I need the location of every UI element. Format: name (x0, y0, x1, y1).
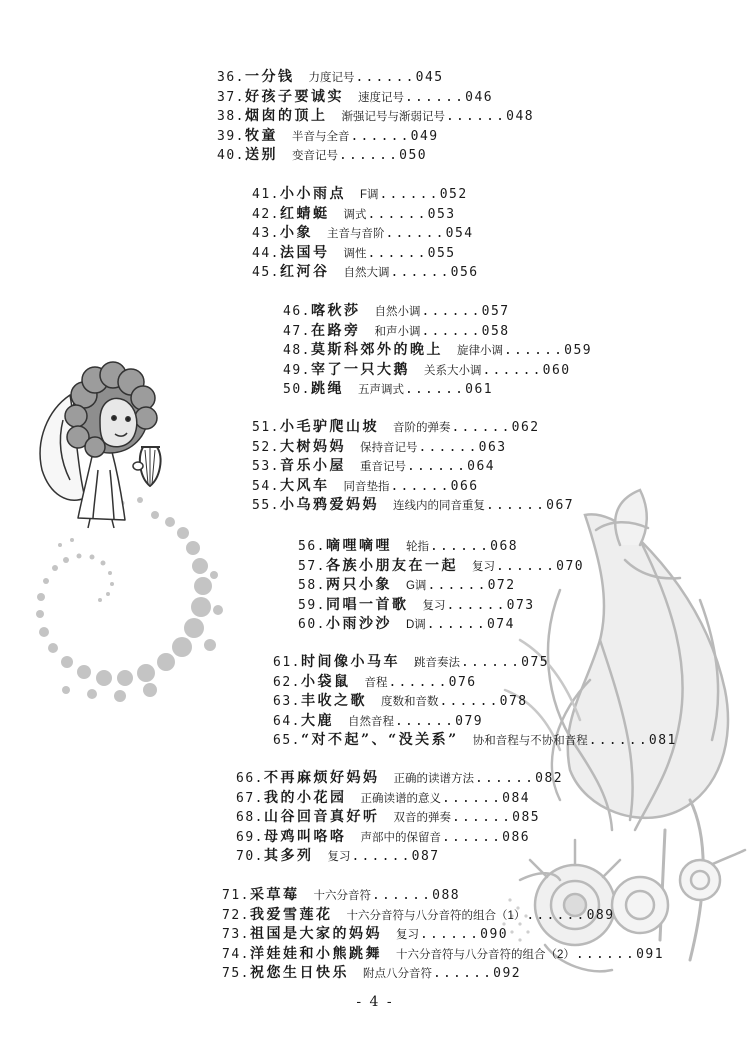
entry-number: 62. (273, 674, 301, 690)
entry-title: 法国号 (279, 244, 330, 261)
toc-entry[interactable] (252, 185, 479, 205)
entry-number: 50. (283, 382, 311, 397)
entry-leader: ...... (485, 498, 547, 513)
entry-leader: ...... (421, 304, 482, 319)
toc-entry[interactable] (217, 68, 534, 88)
entry-leader: ...... (385, 226, 446, 241)
entry-leader: ...... (445, 109, 507, 124)
entry-topic: 协和音程与不协和音程 (472, 735, 588, 747)
toc-group-6 (273, 653, 677, 751)
entry-page: 048 (506, 109, 535, 124)
entry-topic: 双音的弹奏 (393, 812, 451, 824)
entry-page: 059 (564, 343, 593, 358)
entry-page: 054 (445, 226, 474, 241)
entry-number: 54. (252, 478, 280, 494)
toc-group-4 (252, 418, 574, 516)
entry-page: 055 (427, 245, 456, 261)
entry-title: 我爱雪莲花 (249, 906, 333, 923)
entry-title: 祝您生日快乐 (249, 965, 349, 981)
entry-topic: 变音记号 (291, 150, 338, 162)
entry-title: 各族小朋友在一起 (325, 557, 458, 574)
entry-leader: ...... (451, 420, 512, 435)
entry-title: 跳绳 (310, 381, 344, 397)
entry-topic: 附点八分音符 (362, 968, 432, 980)
entry-topic: 复习 (327, 851, 351, 863)
entry-title: 同唱一首歌 (325, 596, 409, 613)
entry-page: 049 (410, 128, 439, 144)
entry-page: 046 (465, 89, 494, 105)
entry-leader: ...... (426, 617, 487, 632)
entry-topic: 正确的读谱方法 (393, 773, 474, 785)
toc-entry[interactable] (252, 438, 574, 458)
entry-title: 小象 (279, 225, 313, 241)
entry-title: 在路旁 (310, 322, 361, 339)
toc-group-5 (298, 537, 584, 635)
entry-number: 37. (217, 89, 245, 105)
entry-number: 71. (222, 888, 250, 903)
entry-leader: ...... (419, 927, 481, 942)
entry-page: 064 (467, 459, 496, 474)
entry-leader: ...... (429, 539, 491, 554)
entry-page: 086 (502, 829, 531, 845)
entry-page: 045 (415, 70, 444, 85)
entry-page: 057 (481, 304, 510, 319)
entry-title: 小小雨点 (279, 186, 346, 202)
entry-title: 红蜻蜓 (279, 205, 330, 222)
entry-title: 时间像小马车 (300, 654, 400, 670)
entry-page: 050 (399, 148, 428, 163)
entry-leader: ...... (427, 578, 488, 593)
entry-number: 72. (222, 907, 250, 923)
toc-entry[interactable] (222, 906, 664, 926)
entry-leader: ...... (371, 888, 433, 903)
page-number: - 4 - (356, 994, 394, 1010)
entry-title: 小乌鸦爱妈妈 (279, 497, 379, 513)
entry-number: 61. (273, 655, 301, 670)
entry-topic: 十六分音符与八分音符的组合（1） (346, 909, 526, 922)
toc-entry[interactable] (283, 302, 592, 322)
entry-topic: 连线内的同音重复 (392, 500, 485, 512)
entry-title: 母鸡叫咯咯 (263, 828, 347, 845)
entry-leader: ...... (451, 810, 513, 825)
entry-topic: 旋律小调 (456, 345, 503, 357)
entry-title: 嘀哩嘀哩 (325, 538, 392, 554)
entry-topic: 声部中的保留音 (360, 831, 441, 844)
entry-page: 072 (487, 578, 516, 593)
entry-topic: 调性 (343, 247, 367, 260)
toc-entry[interactable] (252, 224, 479, 244)
entry-number: 47. (283, 323, 311, 339)
entry-topic: 同音垫指 (343, 480, 390, 493)
entry-number: 38. (217, 109, 245, 124)
entry-leader: ...... (367, 206, 428, 222)
entry-leader: ...... (482, 362, 543, 378)
entry-leader: ...... (379, 187, 440, 202)
entry-number: 46. (283, 304, 311, 319)
entry-leader: ...... (404, 89, 466, 105)
entry-number: 75. (222, 966, 250, 981)
toc-entry[interactable] (252, 205, 479, 225)
toc-entry[interactable] (283, 361, 592, 381)
entry-topic: 轮指 (405, 541, 429, 553)
toc-entry[interactable] (252, 244, 479, 264)
entry-topic: 保持音记号 (359, 441, 418, 454)
entry-leader: ...... (390, 478, 451, 494)
toc-entry[interactable] (236, 789, 563, 809)
entry-leader: ...... (406, 459, 468, 474)
entry-page: 066 (450, 478, 479, 494)
toc-entry[interactable] (273, 673, 677, 693)
entry-title: 山谷回音真好听 (263, 809, 380, 825)
entry-title: “对不起”、“没关系” (300, 732, 459, 748)
entry-number: 63. (273, 694, 301, 709)
entry-title: 小袋鼠 (300, 673, 351, 690)
entry-page: 073 (506, 597, 535, 613)
entry-title: 送别 (244, 147, 278, 163)
entry-leader: ...... (418, 439, 479, 455)
entry-page: 063 (478, 439, 507, 455)
entry-number: 56. (298, 539, 326, 554)
toc-entry[interactable] (236, 769, 563, 789)
entry-page: 061 (465, 382, 494, 397)
entry-leader: ...... (404, 382, 466, 397)
toc-entry[interactable] (298, 596, 584, 616)
entry-number: 49. (283, 362, 311, 378)
entry-page: 092 (493, 966, 522, 981)
toc-entry[interactable] (273, 692, 677, 712)
entry-number: 73. (222, 927, 250, 942)
entry-topic: 自然大调 (343, 267, 390, 279)
entry-topic: 音阶的弹奏 (392, 422, 451, 434)
entry-number: 51. (252, 420, 280, 435)
toc-entry[interactable] (298, 576, 584, 596)
entry-leader: ...... (394, 713, 456, 729)
entry-topic: 主音与音阶 (326, 228, 385, 240)
toc-entry[interactable] (298, 557, 584, 577)
toc-entry[interactable] (252, 457, 574, 477)
entry-leader: ...... (355, 70, 416, 85)
toc-group-3 (283, 302, 592, 400)
entry-topic: 力度记号 (308, 72, 355, 84)
toc-entry[interactable] (222, 945, 664, 965)
toc-entry[interactable] (252, 477, 574, 497)
entry-topic: 自然小调 (374, 306, 421, 318)
entry-topic: 自然音程 (347, 715, 394, 728)
entry-title: 好孩子要诚实 (244, 88, 344, 105)
entry-number: 65. (273, 733, 301, 748)
entry-leader: ...... (338, 148, 400, 163)
entry-page: 084 (502, 790, 531, 806)
entry-page: 078 (499, 694, 528, 709)
entry-title: 小雨沙沙 (325, 616, 392, 632)
entry-title: 两只小象 (325, 577, 392, 593)
entry-page: 053 (427, 206, 456, 222)
entry-page: 085 (512, 810, 541, 825)
angel-illustration (40, 362, 160, 528)
entry-leader: ...... (441, 829, 503, 845)
entry-number: 53. (252, 459, 280, 474)
entry-page: 070 (556, 558, 585, 574)
entry-leader: ...... (367, 245, 428, 261)
entry-number: 55. (252, 498, 280, 513)
entry-topic: 复习 (422, 599, 446, 612)
entry-page: 087 (411, 849, 440, 864)
entry-topic: 关系大小调 (423, 364, 482, 377)
entry-leader: ...... (390, 265, 451, 280)
entry-number: 43. (252, 226, 280, 241)
toc-entry[interactable] (283, 322, 592, 342)
entry-page: 056 (450, 265, 479, 280)
entry-page: 076 (448, 674, 477, 690)
entry-title: 宰了一只大鹅 (310, 361, 410, 378)
entry-topic: 正确读谱的意义 (360, 792, 441, 805)
entry-title: 我的小花园 (263, 789, 347, 806)
entry-leader: ...... (441, 790, 503, 806)
entry-title: 小毛驴爬山坡 (279, 419, 379, 435)
entry-number: 42. (252, 206, 280, 222)
entry-topic: 度数和音数 (380, 696, 439, 708)
entry-page: 067 (546, 498, 575, 513)
entry-leader: ...... (351, 849, 412, 864)
entry-number: 60. (298, 617, 326, 632)
entry-page: 068 (490, 539, 519, 554)
entry-topic: 半音与全音 (291, 130, 350, 143)
entry-leader: ...... (503, 343, 565, 358)
toc-entry[interactable] (252, 496, 574, 516)
entry-page: 081 (648, 733, 677, 748)
entry-title: 一分钱 (244, 69, 295, 85)
entry-number: 59. (298, 597, 326, 613)
dot-spiral (36, 497, 223, 702)
entry-topic: 调式 (343, 208, 367, 221)
entry-page: 058 (481, 323, 510, 339)
entry-topic: 音程 (364, 676, 388, 689)
toc-entry[interactable] (283, 380, 592, 400)
toc-entry[interactable] (236, 808, 563, 828)
toc-entry[interactable] (252, 418, 574, 438)
entry-title: 烟囱的顶上 (244, 108, 328, 124)
entry-page: 062 (511, 420, 540, 435)
toc-entry[interactable] (217, 146, 534, 166)
entry-topic: 渐强记号与渐弱记号 (341, 111, 445, 123)
entry-number: 69. (236, 829, 264, 845)
entry-topic: 十六分音符 (313, 890, 371, 902)
entry-title: 莫斯科郊外的晚上 (310, 342, 443, 358)
toc-group-7 (236, 769, 563, 867)
entry-page: 060 (542, 362, 571, 378)
toc-entry[interactable] (298, 537, 584, 557)
entry-page: 052 (439, 187, 468, 202)
entry-topic: 五声调式 (357, 384, 404, 396)
entry-title: 丰收之歌 (300, 693, 367, 709)
entry-page: 079 (455, 713, 484, 729)
entry-number: 41. (252, 187, 280, 202)
entry-title: 大风车 (279, 477, 330, 494)
entry-title: 音乐小屋 (279, 458, 346, 474)
toc-entry[interactable] (236, 847, 563, 867)
entry-number: 67. (236, 790, 264, 806)
entry-number: 48. (283, 343, 311, 358)
entry-leader: ...... (421, 323, 482, 339)
entry-leader: ...... (446, 597, 507, 613)
entry-leader: ...... (495, 558, 557, 574)
toc-entry[interactable] (217, 127, 534, 147)
entry-leader: ...... (388, 674, 449, 690)
entry-title: 不再麻烦好妈妈 (263, 770, 380, 786)
entry-number: 44. (252, 245, 280, 261)
entry-number: 52. (252, 439, 280, 455)
toc-group-2 (252, 185, 479, 283)
entry-number: 66. (236, 771, 264, 786)
entry-page: 091 (636, 946, 665, 962)
toc-entry[interactable] (236, 828, 563, 848)
entry-number: 39. (217, 128, 245, 144)
entry-page: 075 (521, 655, 550, 670)
entry-leader: ...... (439, 694, 500, 709)
entry-number: 57. (298, 558, 326, 574)
entry-number: 64. (273, 713, 301, 729)
entry-leader: ...... (575, 946, 637, 962)
entry-topic: 复习 (395, 929, 419, 941)
entry-topic: 跳音奏法 (413, 657, 460, 669)
toc-entry[interactable] (273, 653, 677, 673)
entry-page: 089 (586, 907, 615, 923)
entry-title: 红河谷 (279, 264, 330, 280)
entry-leader: ...... (474, 771, 536, 786)
entry-title: 祖国是大家的妈妈 (249, 926, 382, 942)
entry-number: 58. (298, 578, 326, 593)
entry-page: 090 (480, 927, 509, 942)
entry-title: 其多列 (263, 848, 314, 864)
entry-title: 牧童 (244, 127, 278, 144)
entry-topic: 速度记号 (357, 91, 404, 104)
entry-page: 082 (535, 771, 564, 786)
entry-leader: ...... (432, 966, 494, 981)
entry-number: 45. (252, 265, 280, 280)
entry-leader: ...... (526, 907, 587, 923)
entry-leader: ...... (588, 733, 649, 748)
entry-number: 70. (236, 849, 264, 864)
toc-entry[interactable] (252, 263, 479, 283)
entry-title: 洋娃娃和小熊跳舞 (249, 945, 382, 962)
entry-leader: ...... (350, 128, 411, 144)
toc-entry[interactable] (283, 341, 592, 361)
entry-topic: G调 (405, 580, 427, 592)
toc-group-8 (222, 886, 664, 984)
entry-topic: F调 (359, 189, 379, 201)
entry-number: 74. (222, 946, 250, 962)
toc-entry[interactable] (222, 925, 664, 945)
entry-topic: 十六分音符与八分音符的组合（2） (395, 948, 575, 961)
toc-entry[interactable] (217, 107, 534, 127)
toc-entry[interactable] (273, 712, 677, 732)
toc-entry[interactable] (273, 731, 677, 751)
entry-topic: D调 (405, 619, 426, 631)
entry-number: 36. (217, 70, 245, 85)
entry-page: 074 (486, 617, 515, 632)
entry-leader: ...... (460, 655, 522, 670)
toc-entry[interactable] (298, 615, 584, 635)
toc-entry[interactable] (222, 964, 664, 984)
entry-topic: 重音记号 (359, 461, 406, 473)
entry-title: 喀秋莎 (310, 303, 361, 319)
entry-topic: 复习 (471, 560, 495, 573)
entry-topic: 和声小调 (374, 325, 421, 338)
entry-number: 40. (217, 148, 245, 163)
toc-entry[interactable] (222, 886, 664, 906)
entry-title: 大树妈妈 (279, 438, 346, 455)
toc-entry[interactable] (217, 88, 534, 108)
entry-title: 采草莓 (249, 887, 300, 903)
entry-number: 68. (236, 810, 264, 825)
entry-title: 大鹿 (300, 712, 334, 729)
entry-page: 088 (432, 888, 461, 903)
toc-group-1 (217, 68, 534, 166)
